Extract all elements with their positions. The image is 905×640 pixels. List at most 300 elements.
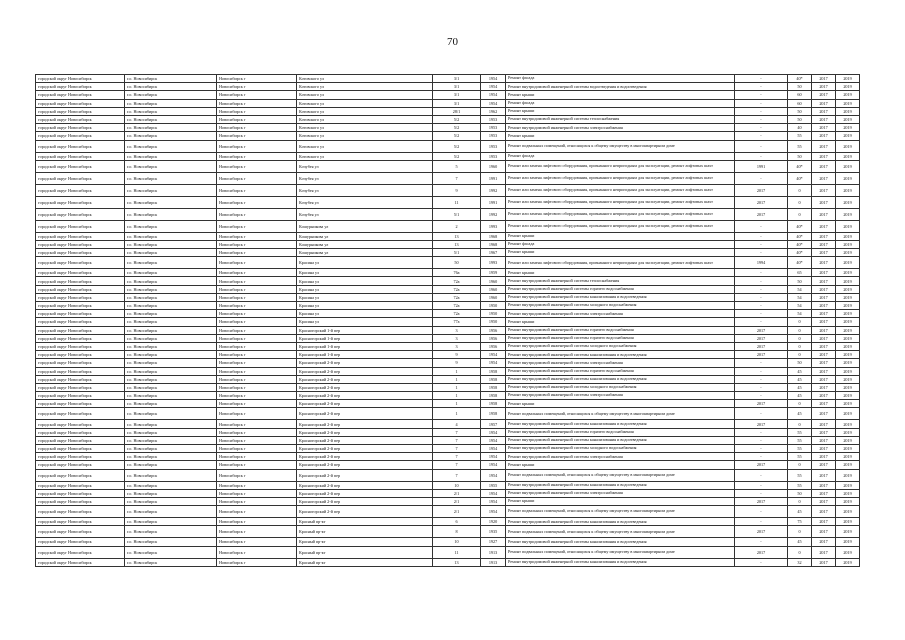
table-row (36, 489, 860, 497)
cell-municipality: городской округ Новосибирск (36, 408, 125, 420)
cell-plan-start-year: 2017 (812, 75, 836, 83)
cell-plan-end-year: 2019 (836, 310, 860, 318)
cell-work-type: Ремонт подвальных помещений, относящихся к общему имуществу в многоквартирном доме (506, 506, 735, 518)
cell-work-type: Ремонт фасада (506, 240, 735, 248)
table-row (36, 293, 860, 301)
cell-work-type: Ремонт внутридомовой инженерной системы канализования и водоотведения (506, 420, 735, 428)
cell-prev-repair-year: 1991 (735, 160, 788, 172)
cell-municipal-district: г.о. Новосибирск (125, 408, 217, 420)
cell-settlement: Новосибирск г (217, 342, 297, 350)
cell-wear-percent: 45 (788, 383, 812, 391)
cell-house-number: 6 (433, 518, 481, 526)
cell-prev-repair-year: - (735, 428, 788, 436)
cell-wear-percent: 0 (788, 497, 812, 505)
table-row (36, 152, 860, 160)
table-row (36, 184, 860, 196)
cell-plan-start-year: 2017 (812, 124, 836, 132)
table-row (36, 220, 860, 232)
cell-settlement: Новосибирск г (217, 269, 297, 277)
cell-municipality: городской округ Новосибирск (36, 342, 125, 350)
cell-work-type: Ремонт фасада (506, 75, 735, 83)
cell-work-type: Ремонт внутридомовой инженерной системы водоотведения и водоотведения (506, 83, 735, 91)
cell-work-type: Ремонт или замена лифтового оборудования, признанного непригодным для эксплуатации, ремонт лифтовых шахт (506, 257, 735, 269)
cell-house-number: 5/2 (433, 124, 481, 132)
cell-wear-percent: 40* (788, 240, 812, 248)
cell-municipality: городской округ Новосибирск (36, 140, 125, 152)
cell-house-number: 7 (433, 461, 481, 469)
cell-wear-percent: 54 (788, 310, 812, 318)
cell-wear-percent: 50 (788, 152, 812, 160)
cell-settlement: Новосибирск г (217, 408, 297, 420)
cell-build-year: 1993 (481, 257, 506, 269)
cell-wear-percent: 50 (788, 359, 812, 367)
cell-work-type: Ремонт или замена лифтового оборудования, признанного непригодным для эксплуатации, ремонт лифтовых шахт (506, 220, 735, 232)
table-row (36, 160, 860, 172)
cell-municipal-district: г.о. Новосибирск (125, 383, 217, 391)
cell-plan-start-year: 2017 (812, 351, 836, 359)
cell-prev-repair-year: - (735, 436, 788, 444)
cell-municipality: городской округ Новосибирск (36, 172, 125, 184)
cell-street: Красногорский 2-й пер (297, 400, 433, 408)
cell-prev-repair-year: - (735, 469, 788, 481)
cell-work-type: Ремонт подвальных помещений, относящихся к общему имуществу в многоквартирном доме (506, 546, 735, 558)
cell-municipality: городской округ Новосибирск (36, 240, 125, 248)
cell-plan-start-year: 2017 (812, 526, 836, 538)
cell-plan-start-year: 2017 (812, 249, 836, 257)
cell-prev-repair-year: - (735, 152, 788, 160)
cell-settlement: Новосибирск г (217, 453, 297, 461)
cell-settlement: Новосибирск г (217, 310, 297, 318)
cell-wear-percent: 55 (788, 453, 812, 461)
cell-prev-repair-year: 2017 (735, 420, 788, 428)
cell-build-year: 1960 (481, 160, 506, 172)
cell-plan-start-year: 2017 (812, 518, 836, 526)
cell-municipality: городской округ Новосибирск (36, 115, 125, 123)
cell-house-number: 2/1 (433, 489, 481, 497)
cell-settlement: Новосибирск г (217, 140, 297, 152)
cell-prev-repair-year: - (735, 359, 788, 367)
cell-wear-percent: 50 (788, 277, 812, 285)
table-row (36, 518, 860, 526)
cell-build-year: 1935 (481, 526, 506, 538)
cell-wear-percent: 45 (788, 408, 812, 420)
cell-wear-percent: 45 (788, 367, 812, 375)
cell-plan-end-year: 2019 (836, 293, 860, 301)
cell-municipality: городской округ Новосибирск (36, 375, 125, 383)
cell-wear-percent: 45 (788, 538, 812, 546)
cell-plan-start-year: 2017 (812, 342, 836, 350)
cell-settlement: Новосибирск г (217, 489, 297, 497)
cell-wear-percent: 40* (788, 249, 812, 257)
cell-build-year: 1958 (481, 367, 506, 375)
cell-work-type: Ремонт внутридомовой инженерной системы холодного водоснабжения (506, 383, 735, 391)
cell-build-year: 1954 (481, 497, 506, 505)
cell-municipality: городской округ Новосибирск (36, 99, 125, 107)
table-row (36, 124, 860, 132)
cell-municipal-district: г.о. Новосибирск (125, 172, 217, 184)
cell-prev-repair-year: - (735, 99, 788, 107)
cell-prev-repair-year: - (735, 107, 788, 115)
cell-settlement: Новосибирск г (217, 526, 297, 538)
table-row (36, 132, 860, 140)
cell-house-number: 4 (433, 420, 481, 428)
cell-prev-repair-year: - (735, 453, 788, 461)
cell-municipal-district: г.о. Новосибирск (125, 453, 217, 461)
cell-prev-repair-year: - (735, 408, 788, 420)
cell-plan-start-year: 2017 (812, 469, 836, 481)
cell-street: Красногорский 2-й пер (297, 461, 433, 469)
cell-settlement: Новосибирск г (217, 107, 297, 115)
cell-plan-end-year: 2019 (836, 208, 860, 220)
cell-build-year: 1955 (481, 481, 506, 489)
cell-municipality: городской округ Новосибирск (36, 124, 125, 132)
cell-settlement: Новосибирск г (217, 428, 297, 436)
cell-plan-start-year: 2017 (812, 220, 836, 232)
cell-street: Красина ул (297, 318, 433, 326)
cell-prev-repair-year: - (735, 302, 788, 310)
cell-plan-start-year: 2017 (812, 489, 836, 497)
table-row (36, 546, 860, 558)
cell-wear-percent: 54 (788, 302, 812, 310)
cell-municipal-district: г.о. Новосибирск (125, 318, 217, 326)
cell-house-number: 2/1 (433, 497, 481, 505)
cell-work-type: Ремонт крыши (506, 91, 735, 99)
cell-house-number: 1 (433, 400, 481, 408)
cell-municipality: городской округ Новосибирск (36, 497, 125, 505)
cell-house-number: 1 (433, 392, 481, 400)
page-number: 70 (447, 36, 458, 48)
cell-house-number: 9 (433, 184, 481, 196)
cell-wear-percent: 60 (788, 99, 812, 107)
cell-municipality: городской округ Новосибирск (36, 302, 125, 310)
cell-street: Котовского ул (297, 132, 433, 140)
table-row (36, 115, 860, 123)
cell-municipality: городской округ Новосибирск (36, 208, 125, 220)
cell-wear-percent: 45 (788, 375, 812, 383)
cell-municipal-district: г.о. Новосибирск (125, 232, 217, 240)
cell-wear-percent: 0 (788, 420, 812, 428)
cell-wear-percent: 50 (788, 489, 812, 497)
cell-prev-repair-year: - (735, 249, 788, 257)
cell-plan-end-year: 2019 (836, 489, 860, 497)
cell-work-type: Ремонт крыши (506, 249, 735, 257)
cell-work-type: Ремонт внутридомовой инженерной системы горячего водоснабжения (506, 428, 735, 436)
cell-prev-repair-year: - (735, 506, 788, 518)
cell-work-type: Ремонт подвальных помещений, относящихся к общему имуществу в многоквартирном доме (506, 140, 735, 152)
cell-wear-percent: 50 (788, 83, 812, 91)
cell-work-type: Ремонт или замена лифтового оборудования, признанного непригодным для эксплуатации, ремонт лифтовых шахт (506, 172, 735, 184)
table-row (36, 75, 860, 83)
cell-municipal-district: г.о. Новосибирск (125, 269, 217, 277)
cell-house-number: 9 (433, 351, 481, 359)
cell-wear-percent: 0 (788, 546, 812, 558)
cell-municipality: городской округ Новосибирск (36, 285, 125, 293)
table-row (36, 453, 860, 461)
cell-street: Кочубея ул (297, 172, 433, 184)
cell-municipality: городской округ Новосибирск (36, 334, 125, 342)
cell-plan-end-year: 2019 (836, 326, 860, 334)
cell-plan-end-year: 2019 (836, 302, 860, 310)
cell-work-type: Ремонт внутридомовой инженерной системы электроснабжения (506, 489, 735, 497)
cell-work-type: Ремонт крыши (506, 132, 735, 140)
cell-work-type: Ремонт внутридомовой инженерной системы канализования и водоотведения (506, 518, 735, 526)
cell-plan-end-year: 2019 (836, 428, 860, 436)
cell-plan-end-year: 2019 (836, 558, 860, 566)
table-row (36, 436, 860, 444)
cell-municipal-district: г.о. Новосибирск (125, 115, 217, 123)
cell-street: Красный пр-кт (297, 526, 433, 538)
cell-house-number: 7 (433, 445, 481, 453)
cell-house-number: 5/1 (433, 249, 481, 257)
cell-street: Котовского ул (297, 83, 433, 91)
cell-settlement: Новосибирск г (217, 420, 297, 428)
cell-municipal-district: г.о. Новосибирск (125, 293, 217, 301)
cell-plan-start-year: 2017 (812, 184, 836, 196)
cell-house-number: 3 (433, 334, 481, 342)
cell-build-year: 1954 (481, 83, 506, 91)
cell-settlement: Новосибирск г (217, 318, 297, 326)
cell-street: Красногорский 2-й пер (297, 453, 433, 461)
cell-build-year: 1991 (481, 172, 506, 184)
cell-plan-start-year: 2017 (812, 318, 836, 326)
cell-wear-percent: 0 (788, 342, 812, 350)
cell-plan-end-year: 2019 (836, 383, 860, 391)
cell-prev-repair-year: - (735, 172, 788, 184)
cell-wear-percent: 65 (788, 269, 812, 277)
cell-wear-percent: 40* (788, 172, 812, 184)
cell-settlement: Новосибирск г (217, 285, 297, 293)
cell-prev-repair-year: 2017 (735, 497, 788, 505)
cell-municipal-district: г.о. Новосибирск (125, 367, 217, 375)
cell-plan-start-year: 2017 (812, 208, 836, 220)
cell-municipal-district: г.о. Новосибирск (125, 461, 217, 469)
cell-plan-end-year: 2019 (836, 277, 860, 285)
cell-municipal-district: г.о. Новосибирск (125, 99, 217, 107)
cell-municipality: городской округ Новосибирск (36, 518, 125, 526)
cell-build-year: 1953 (481, 140, 506, 152)
cell-municipality: городской округ Новосибирск (36, 152, 125, 160)
cell-house-number: 3/1 (433, 83, 481, 91)
cell-settlement: Новосибирск г (217, 83, 297, 91)
cell-house-number: 72а (433, 310, 481, 318)
cell-plan-end-year: 2019 (836, 115, 860, 123)
cell-house-number: 7 (433, 469, 481, 481)
cell-plan-end-year: 2019 (836, 240, 860, 248)
cell-prev-repair-year: 2017 (735, 184, 788, 196)
cell-work-type: Ремонт крыши (506, 107, 735, 115)
cell-street: Красногорский 2-й пер (297, 383, 433, 391)
table-row (36, 257, 860, 269)
cell-plan-end-year: 2019 (836, 526, 860, 538)
cell-municipal-district: г.о. Новосибирск (125, 526, 217, 538)
cell-wear-percent: 0 (788, 184, 812, 196)
cell-plan-end-year: 2019 (836, 75, 860, 83)
cell-house-number: 72а (433, 285, 481, 293)
cell-wear-percent: 0 (788, 526, 812, 538)
table-row (36, 375, 860, 383)
cell-plan-start-year: 2017 (812, 232, 836, 240)
cell-settlement: Новосибирск г (217, 497, 297, 505)
cell-municipality: городской округ Новосибирск (36, 383, 125, 391)
cell-settlement: Новосибирск г (217, 334, 297, 342)
cell-municipality: городской округ Новосибирск (36, 420, 125, 428)
cell-municipality: городской округ Новосибирск (36, 400, 125, 408)
cell-build-year: 1993 (481, 220, 506, 232)
cell-street: Котовского ул (297, 99, 433, 107)
cell-settlement: Новосибирск г (217, 115, 297, 123)
cell-municipality: городской округ Новосибирск (36, 107, 125, 115)
table-row (36, 334, 860, 342)
cell-settlement: Новосибирск г (217, 359, 297, 367)
cell-house-number: 76а (433, 269, 481, 277)
table-row (36, 240, 860, 248)
cell-street: Красногорский 1-й пер (297, 351, 433, 359)
cell-wear-percent: 40* (788, 232, 812, 240)
cell-municipality: городской округ Новосибирск (36, 269, 125, 277)
cell-plan-start-year: 2017 (812, 408, 836, 420)
cell-plan-end-year: 2019 (836, 546, 860, 558)
cell-house-number: 5/2 (433, 115, 481, 123)
cell-municipality: городской округ Новосибирск (36, 249, 125, 257)
cell-wear-percent: 0 (788, 334, 812, 342)
cell-build-year: 1960 (481, 285, 506, 293)
cell-plan-end-year: 2019 (836, 172, 860, 184)
cell-house-number: 2/1 (433, 506, 481, 518)
cell-settlement: Новосибирск г (217, 293, 297, 301)
table-row (36, 208, 860, 220)
cell-municipal-district: г.о. Новосибирск (125, 445, 217, 453)
table-row (36, 506, 860, 518)
cell-build-year: 1956 (481, 326, 506, 334)
cell-work-type: Ремонт внутридомовой инженерной системы канализования и водоотведения (506, 481, 735, 489)
cell-work-type: Ремонт внутридомовой инженерной системы канализования и водоотведения (506, 558, 735, 566)
cell-municipal-district: г.о. Новосибирск (125, 506, 217, 518)
cell-street: Кошурникова ул (297, 220, 433, 232)
cell-municipal-district: г.о. Новосибирск (125, 334, 217, 342)
cell-municipal-district: г.о. Новосибирск (125, 489, 217, 497)
cell-street: Кошурникова ул (297, 240, 433, 248)
cell-plan-end-year: 2019 (836, 420, 860, 428)
cell-settlement: Новосибирск г (217, 124, 297, 132)
cell-plan-end-year: 2019 (836, 160, 860, 172)
cell-wear-percent: 60 (788, 91, 812, 99)
cell-street: Красногорский 2-й пер (297, 489, 433, 497)
cell-plan-start-year: 2017 (812, 302, 836, 310)
cell-municipality: городской округ Новосибирск (36, 160, 125, 172)
cell-municipal-district: г.о. Новосибирск (125, 152, 217, 160)
cell-municipal-district: г.о. Новосибирск (125, 184, 217, 196)
cell-wear-percent: 0 (788, 318, 812, 326)
cell-municipal-district: г.о. Новосибирск (125, 132, 217, 140)
cell-plan-end-year: 2019 (836, 342, 860, 350)
table-row (36, 420, 860, 428)
cell-wear-percent: 54 (788, 285, 812, 293)
cell-wear-percent: 40* (788, 75, 812, 83)
table-row (36, 232, 860, 240)
cell-wear-percent: 40* (788, 257, 812, 269)
cell-municipality: городской округ Новосибирск (36, 277, 125, 285)
table-row (36, 428, 860, 436)
cell-plan-start-year: 2017 (812, 383, 836, 391)
cell-build-year: 1960 (481, 293, 506, 301)
cell-street: Красногорский 2-й пер (297, 375, 433, 383)
cell-build-year: 1913 (481, 558, 506, 566)
cell-plan-start-year: 2017 (812, 367, 836, 375)
cell-house-number: 7 (433, 436, 481, 444)
cell-plan-end-year: 2019 (836, 506, 860, 518)
table-row (36, 107, 860, 115)
cell-work-type: Ремонт подвальных помещений, относящихся к общему имуществу в многоквартирном доме (506, 526, 735, 538)
cell-street: Кошурникова ул (297, 232, 433, 240)
cell-wear-percent: 0 (788, 461, 812, 469)
cell-build-year: 1958 (481, 392, 506, 400)
cell-prev-repair-year: - (735, 277, 788, 285)
cell-settlement: Новосибирск г (217, 375, 297, 383)
cell-build-year: 1953 (481, 132, 506, 140)
cell-work-type: Ремонт крыши (506, 269, 735, 277)
cell-municipality: городской округ Новосибирск (36, 91, 125, 99)
cell-municipal-district: г.о. Новосибирск (125, 75, 217, 83)
cell-house-number: 5 (433, 160, 481, 172)
cell-plan-start-year: 2017 (812, 546, 836, 558)
cell-house-number: 1 (433, 383, 481, 391)
cell-plan-start-year: 2017 (812, 257, 836, 269)
cell-plan-end-year: 2019 (836, 220, 860, 232)
cell-build-year: 1954 (481, 436, 506, 444)
table-row (36, 326, 860, 334)
cell-work-type: Ремонт внутридомовой инженерной системы электроснабжения (506, 310, 735, 318)
cell-street: Красногорский 2-й пер (297, 481, 433, 489)
cell-prev-repair-year: - (735, 392, 788, 400)
cell-build-year: 1967 (481, 249, 506, 257)
cell-municipal-district: г.о. Новосибирск (125, 302, 217, 310)
cell-build-year: 1958 (481, 408, 506, 420)
cell-plan-start-year: 2017 (812, 428, 836, 436)
cell-work-type: Ремонт внутридомовой инженерной системы канализования и водоотведения (506, 436, 735, 444)
cell-street: Красногорский 1-й пер (297, 342, 433, 350)
cell-municipality: городской округ Новосибирск (36, 469, 125, 481)
cell-work-type: Ремонт или замена лифтового оборудования, признанного непригодным для эксплуатации, ремонт лифтовых шахт (506, 208, 735, 220)
cell-work-type: Ремонт подвальных помещений, относящихся к общему имуществу в многоквартирном доме (506, 469, 735, 481)
cell-street: Красногорский 2-й пер (297, 436, 433, 444)
cell-plan-start-year: 2017 (812, 400, 836, 408)
cell-prev-repair-year: 2017 (735, 326, 788, 334)
cell-plan-end-year: 2019 (836, 469, 860, 481)
cell-work-type: Ремонт фасада (506, 99, 735, 107)
cell-work-type: Ремонт внутридомовой инженерной системы канализования и водоотведения (506, 351, 735, 359)
cell-plan-start-year: 2017 (812, 326, 836, 334)
cell-build-year: 1956 (481, 334, 506, 342)
cell-settlement: Новосибирск г (217, 220, 297, 232)
cell-build-year: 1927 (481, 538, 506, 546)
cell-prev-repair-year: - (735, 481, 788, 489)
cell-prev-repair-year: - (735, 489, 788, 497)
cell-street: Красногорский 2-й пер (297, 367, 433, 375)
cell-municipality: городской округ Новосибирск (36, 83, 125, 91)
table-row (36, 285, 860, 293)
cell-municipal-district: г.о. Новосибирск (125, 375, 217, 383)
cell-wear-percent: 50 (788, 115, 812, 123)
cell-plan-end-year: 2019 (836, 334, 860, 342)
cell-build-year: 1953 (481, 115, 506, 123)
cell-wear-percent: 0 (788, 400, 812, 408)
cell-wear-percent: 0 (788, 351, 812, 359)
cell-plan-start-year: 2017 (812, 152, 836, 160)
table-row (36, 461, 860, 469)
table-row (36, 400, 860, 408)
cell-build-year: 1954 (481, 428, 506, 436)
cell-wear-percent: 32 (788, 558, 812, 566)
